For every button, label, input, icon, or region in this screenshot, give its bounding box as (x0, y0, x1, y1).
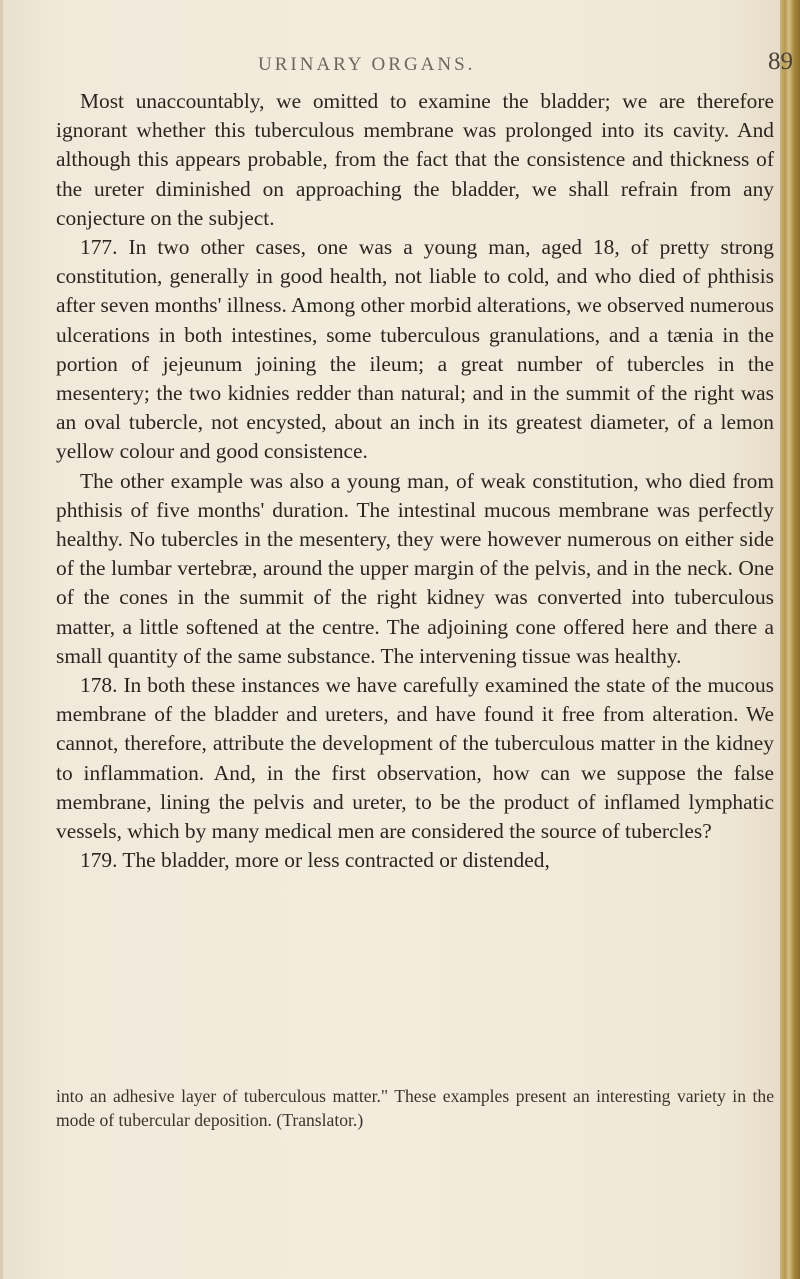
paragraph: The other example was also a young man, of weak constitution, who died from phthisis of five months' duration. The intestinal mucous membrane was perfectly healthy. No tubercles in the mesentery, they were however numerous on either side of the lumbar vertebræ, around the upper margin of the pelvis, and in the neck. One of the cones in the summit of the right kidney was converted into tuberculous matter, a little softened at the centre. The adjoining cone offered here and there a small quantity of the same substance. The intervening tissue was healthy. (56, 468, 774, 668)
paragraph: 177. In two other cases, one was a young man, aged 18, of pretty strong constitution, generally in good health, not liable to cold, and who died of phthisis after seven months' illness. Among other morbid alterations, we observed numerous ulcerations in both intestines, some tuberculous granulations, and a tænia in the portion of jejeunum joining the ileum; a great number of tubercles in the mesentery; the two kidnies redder than natural; and in the summit of the right was an oval tubercle, not encysted, about an inch in its greatest diameter, of a lemon yellow colour and good consistence. (56, 235, 774, 464)
paragraph: Most unaccountably, we omitted to examine the bladder; we are therefore ignorant whether this tuberculous membrane was prolonged into its cavity. And although this appears probable, from the fact that the consistence and thickness of the ureter diminished on approaching the bladder, we shall refrain from any conjecture on the subject. (56, 89, 774, 230)
body-text (56, 87, 774, 875)
paragraph: 179. The bladder, more or less contracted or distended, (80, 848, 550, 873)
footnote-text: into an adhesive layer of tuberculous matter." These examples present an interesting variety in the mode of tubercular deposition. (Translator.) (56, 1086, 774, 1130)
running-head: URINARY ORGANS. (258, 54, 476, 75)
paragraph: 178. In both these instances we have carefully examined the state of the mucous membrane of the bladder and ureters, and have found it free from alteration. We cannot, therefore, attribute the development of the tuberculous matter in the kidney to inflammation. And, in the first observation, how can we suppose the false membrane, lining the pelvis and ureter, to be the product of inflamed lymphatic vessels, which by many medical men are considered the source of tubercles? (56, 673, 774, 844)
page-number: 89 (768, 48, 793, 75)
page-edge (780, 0, 800, 1279)
page-header (0, 48, 800, 84)
footnote (56, 1085, 774, 1132)
